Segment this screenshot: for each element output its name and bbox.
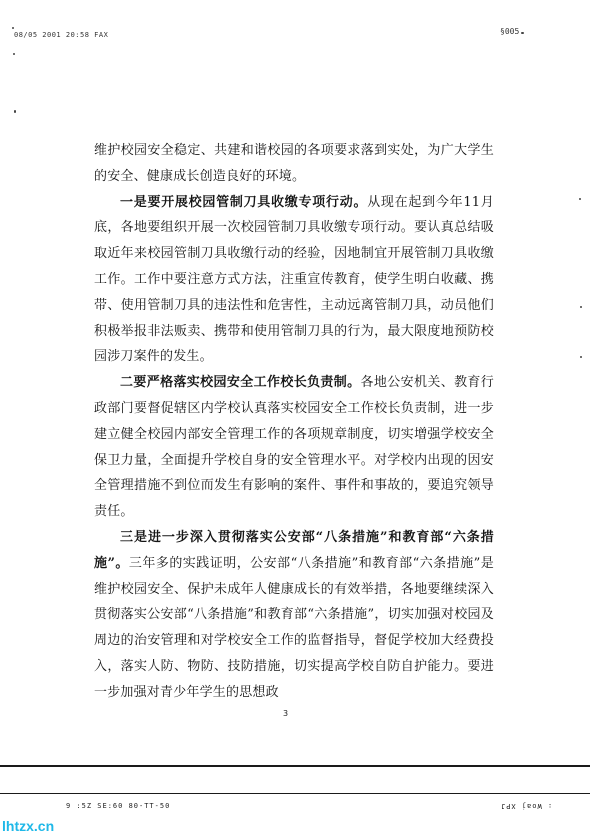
scan-speck — [580, 306, 582, 308]
fax-page-code: §005 — [500, 27, 520, 36]
paragraph-3 — [94, 370, 494, 525]
scan-speck — [579, 198, 581, 200]
paragraph-3-text: 各地公安机关、教育行政部门要督促辖区内学校认真落实校园安全工作校长负责制，进一步建立健全校园内部安全管理工作的各项规章制度，切实增强学校安全保卫力量，全面提升学校自身的安全管理水平。对学校内出现的因安全管理措施不到位而发生有影响的案件、事件和事故的，要追究领导责任。 — [94, 375, 494, 520]
scan-speck — [521, 32, 524, 34]
scan-speck — [580, 356, 582, 358]
fax-footer-right: : Woaj XPJ — [500, 802, 553, 810]
paragraph-2 — [94, 190, 494, 371]
fax-footer-left: 9 :5Z SE:60 80-TT-50 — [66, 802, 171, 810]
paragraph-4 — [94, 525, 494, 706]
page-number: 3 — [283, 709, 289, 718]
paragraph-4-heading: 三是进一步深入贯彻落实公安部“八条措施”和教育部“六条措施”。 — [94, 529, 494, 571]
site-watermark: lhtzx.cn — [2, 818, 55, 834]
fax-footer-rule — [0, 793, 590, 794]
scan-speck — [14, 110, 16, 113]
fax-header: 08/05 2001 20:58 FAX — [14, 31, 109, 39]
paragraph-2-text: 从现在起到今年11月底，各地要组织开展一次校园管制刀具收缴专项行动。要认真总结吸取近年来校园管制刀具收缴行动的经验，因地制宜开展管制刀具收缴工作。工作中要注意方式方法，注重宣传教育，使学生明白收藏、携带、使用管制刀具的违法性和危害性，主动远离管制刀具，动员他们积极举报非法贩卖、携带和使用管制刀具的行为，最大限度地预防校园涉刀案件的发生。 — [94, 194, 494, 365]
paragraph-4-text: 三年多的实践证明，公安部“八条措施”和教育部“六条措施”是维护校园安全、保护未成年人健康成长的有效举措，各地要继续深入贯彻落实公安部“八条措施”和教育部“六条措施”，切实加强对校园及周边的治安管理和对学校安全工作的监督指导，督促学校加大经费投入，落实人防、物防、技防措施，切实提高学校自防自护能力。要进一步加强对青少年学生的思想政 — [94, 555, 494, 700]
scan-speck — [12, 27, 14, 29]
document-body — [94, 138, 494, 706]
fax-footer-rule — [0, 765, 590, 767]
scan-speck — [13, 53, 15, 55]
paragraph-1: 维护校园安全稳定、共建和谐校园的各项要求落到实处，为广大学生的安全、健康成长创造良好的环境。 — [94, 143, 494, 184]
paragraph-3-heading: 二要严格落实校园安全工作校长负责制。 — [120, 375, 361, 391]
paragraph-2-heading: 一是要开展校园管制刀具收缴专项行动。 — [120, 194, 368, 210]
